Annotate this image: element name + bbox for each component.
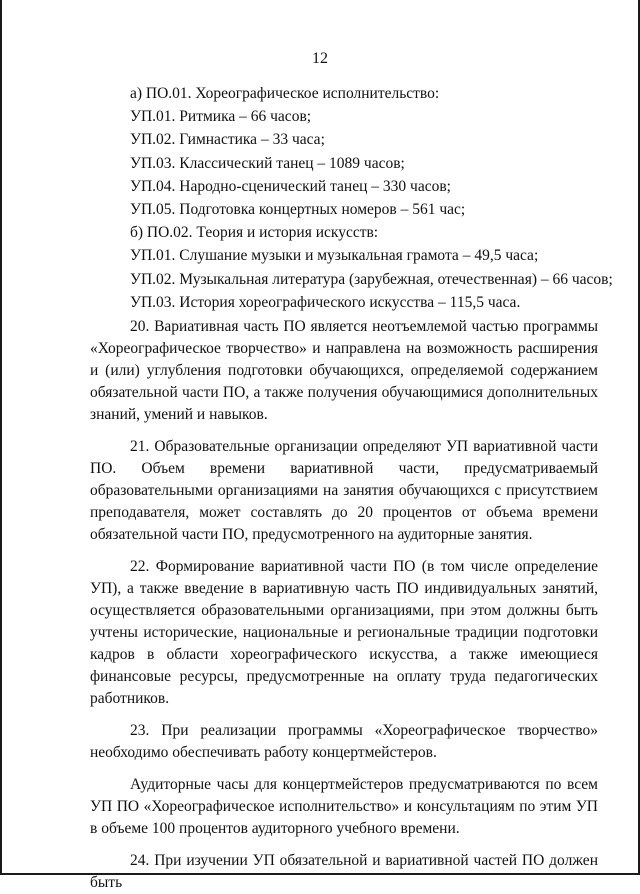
list-item: б) ПО.02. Теория и история искусств: [130,224,379,242]
page-number: 12 [312,50,328,67]
paragraph-concertmaster-hours: Аудиторные часы для концертмейстеров предусматриваются по всем УП ПО «Хореографическое исполнительство» и консультациям по этим УП в объеме 100 процентов аудиторного учебного времени. [90,775,598,837]
paragraph-21: 21. Образовательные организации определяют УП вариативной части ПО. Объем времени вариативной части, предусматриваемый образовательными организациями на занятия обучающихся с присутствием преподавателя, может составлять до 20 процентов от объема времени обязательной части ПО, предусмотренного на аудиторные занятия. [90,437,598,543]
paragraph-22: 22. Формирование вариативной части ПО (в том числе определение УП), а также введение в вариативную часть ПО индивидуальных занятий, осуществляется образовательными организациями, при этом должны быть учтены исторические, национальные и региональные традиции подготовки кадров в области хореографического искусства, а также имеющиеся финансовые ресурсы, предусмотренные на оплату труда педагогических работников. [90,557,598,707]
list-item: УП.01. Слушание музыки и музыкальная грамота – 49,5 часа; [130,247,539,265]
paragraph-20: 20. Вариативная часть ПО является неотъемлемой частью программы «Хореографическое творчество» и направлена на возможность расширения и (или) углубления подготовки обучающихся, определяемой содержанием обязательной части ПО, а также получения обучающимися дополнительных знаний, умений и навыков. [90,317,598,423]
list-item: УП.02. Гимнастика – 33 часа; [130,131,325,149]
document-body [90,83,613,894]
list-item: УП.04. Народно-сценический танец – 330 часов; [130,177,451,195]
list-item: УП.01. Ритмика – 66 часов; [130,108,312,126]
list-item: УП.02. Музыкальная литература (зарубежная, отечественная) – 66 часов; [130,270,613,288]
paragraph-23: 23. При реализации программы «Хореографическое творчество» необходимо обеспечивать работу концертмейстеров. [90,721,598,761]
list-item: УП.05. Подготовка концертных номеров – 561 час; [130,200,466,218]
paragraph-24: 24. При изучении УП обязательной и вариативной частей ПО должен быть [90,851,598,891]
hours-list [90,83,613,314]
list-item: а) ПО.01. Хореографическое исполнительство: [130,85,440,102]
list-item: УП.03. История хореографического искусства – 115,5 часа. [130,293,521,311]
list-item: УП.03. Классический танец – 1089 часов; [130,154,405,172]
